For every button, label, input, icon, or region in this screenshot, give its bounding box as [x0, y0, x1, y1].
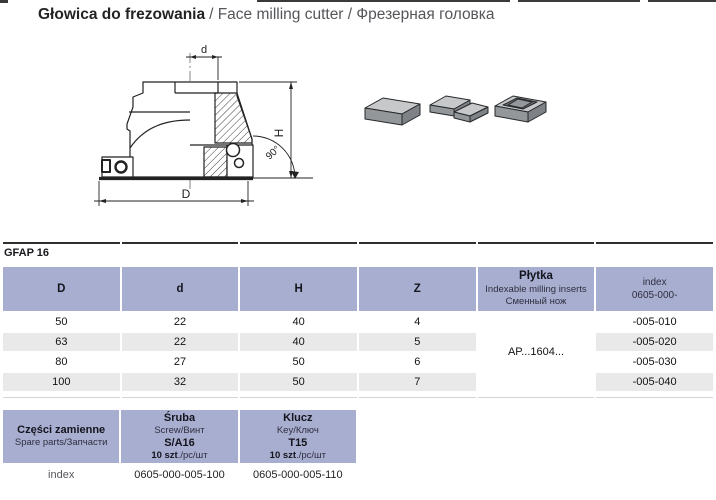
column-header-d: d [122, 267, 239, 311]
table-cell: 50 [240, 373, 357, 391]
table-cell: 40 [240, 333, 357, 351]
page-title [38, 6, 495, 24]
insert-image-stepped [430, 96, 488, 122]
product-group-label: GFAP 16 [4, 247, 50, 259]
screw-index-code: 0605-000-005-100 [121, 467, 237, 482]
table-cell: 4 [359, 313, 476, 331]
table-cell-index: -005-020 [596, 333, 713, 351]
page-top-rule [518, 0, 640, 2]
spec-table-body [3, 313, 713, 391]
table-cell: 7 [359, 373, 476, 391]
table-cell-insert-code: AP...1604... [478, 313, 595, 391]
insert-image-grooved [495, 96, 546, 122]
insert-illustrations [350, 78, 550, 138]
spare-part-key-cell: Klucz Key/Ключ T15 10 szt./pc/шт [240, 410, 356, 463]
table-cell: 6 [359, 353, 476, 371]
column-header-H: H [240, 267, 357, 311]
table-cell: 5 [359, 333, 476, 351]
screw-hole-icon [235, 159, 244, 168]
table-cell: 80 [3, 353, 120, 371]
table-cell: 32 [122, 373, 239, 391]
table-top-rule [3, 242, 713, 244]
screw-hole-icon [227, 144, 240, 157]
table-cell-index: -005-040 [596, 373, 713, 391]
spare-parts-header [3, 410, 356, 463]
dim-label-h: H [272, 128, 286, 138]
dim-label-big-d: D [181, 187, 191, 201]
insert-image-block [365, 98, 420, 125]
table-cell: 100 [3, 373, 120, 391]
page-title-primary: Głowica do frezowania [38, 6, 206, 23]
key-index-code: 0605-000-005-110 [240, 467, 356, 482]
angle-label: 90° [264, 143, 283, 163]
table-cell: 22 [122, 313, 239, 331]
index-label: index [3, 467, 119, 482]
table-cell: 27 [122, 353, 239, 371]
table-cell: 50 [3, 313, 120, 331]
dim-label-d: d [200, 44, 208, 56]
table-cell: 50 [240, 353, 357, 371]
page-top-rule [257, 0, 510, 2]
technical-drawing [85, 40, 335, 220]
page-edge-mark [0, 0, 8, 3]
table-bottom-rule [3, 397, 713, 398]
spare-parts-index-row [3, 467, 356, 482]
table-cell: 40 [240, 313, 357, 331]
table-cell: 63 [3, 333, 120, 351]
spare-parts-title-cell: Części zamienne Spare parts/Запчасти [3, 410, 119, 463]
table-cell-index: -005-010 [596, 313, 713, 331]
table-cell-index: -005-030 [596, 353, 713, 371]
column-header-insert: Płytka Indexable milling inserts Сменный нож [478, 267, 595, 311]
column-header-index: index 0605-000- [596, 267, 713, 311]
spare-part-screw-cell: Śruba Screw/Винт S/A16 10 szt./pc/шт [121, 410, 237, 463]
spec-table-header [3, 267, 713, 311]
page-title-secondary: / Face milling cutter / Фрезерная головка [209, 6, 495, 23]
page-top-rule [648, 0, 716, 2]
column-header-D: D [3, 267, 120, 311]
table-cell: 22 [122, 333, 239, 351]
column-header-Z: Z [359, 267, 476, 311]
